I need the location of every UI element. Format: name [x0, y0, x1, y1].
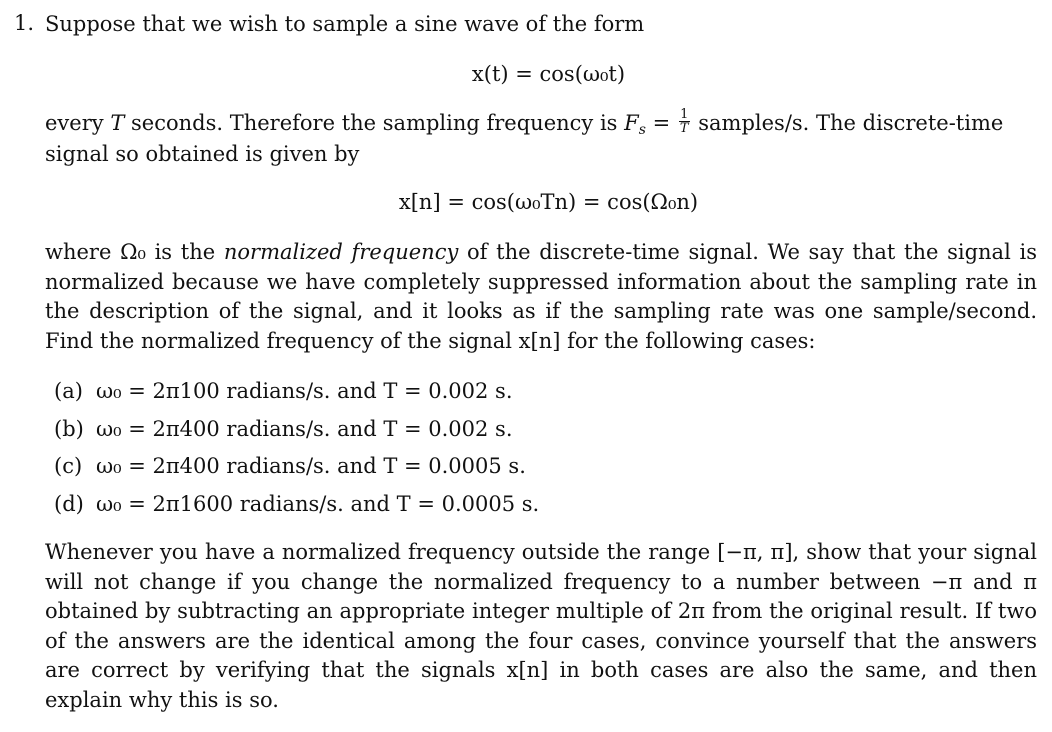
where-text-1: where Ω₀ is the: [45, 240, 216, 264]
where-text-2: of the discrete-time signal. We say that the signal is normalized because we have completely suppressed information about the sampling rate in the description of the signal, and it looks as if the sampling rate was one sample/second. Find the normalized frequency of the signal x[n] for the following cases:: [45, 240, 1037, 353]
fraction-one-over-T: [679, 108, 690, 135]
item-text: ω₀ = 2π400 radians/s. and T = 0.0005 s.: [96, 454, 526, 478]
item-text: ω₀ = 2π1600 radians/s. and T = 0.0005 s.: [96, 491, 540, 516]
item-label: (a): [54, 379, 83, 403]
sampling-text-4: signal so obtained is given by: [45, 142, 360, 166]
problem-number: 1.: [14, 11, 35, 35]
sampling-line: [45, 109, 1037, 144]
item-text: ω₀ = 2π400 radians/s. and T = 0.002 s.: [96, 416, 513, 441]
normalized-frequency-paragraph: [45, 238, 1037, 356]
item-label: (c): [54, 454, 83, 478]
sampling-period-symbol: T: [110, 111, 125, 135]
equals-sign: =: [652, 111, 671, 135]
fraction-denominator: T: [679, 121, 689, 136]
cases-list: [54, 376, 539, 526]
equation-discrete-signal: x[n] = cos(ω₀Tn) = cos(Ω₀n): [398, 190, 699, 214]
sampling-text-2: seconds. Therefore the sampling frequency is: [131, 111, 618, 135]
final-paragraph: Whenever you have a normalized frequency outside the range [−π, π], show that your signal will not change if you change the normalized frequency to a number between −π and π obtained by subtracting an appropriate integer multiple of 2π from the original result. If two of the answers are the identical among the four cases, convince yourself that the answers are correct by verifying that the signals x[n] in both cases are also the same, and then explain why this is so.: [45, 540, 1037, 712]
list-item: [54, 489, 539, 527]
list-item: [54, 451, 539, 489]
normalized-frequency-term: normalized frequency: [223, 240, 459, 264]
equation-continuous-signal: x(t) = cos(ω₀t): [471, 62, 626, 86]
list-item: [54, 376, 539, 414]
sampling-text-1: every: [45, 111, 104, 135]
item-label: (b): [54, 416, 84, 441]
fs-symbol: F: [624, 111, 639, 135]
item-text: ω₀ = 2π100 radians/s. and T = 0.002 s.: [96, 379, 513, 403]
item-label: (d): [54, 491, 84, 516]
fraction-numerator: 1: [680, 107, 689, 122]
list-item: [54, 414, 539, 452]
sampling-text-3: samples/s. The discrete-time: [698, 111, 1004, 135]
intro-text: Suppose that we wish to sample a sine wave of the form: [45, 12, 645, 36]
fs-subscript: s: [638, 122, 646, 138]
